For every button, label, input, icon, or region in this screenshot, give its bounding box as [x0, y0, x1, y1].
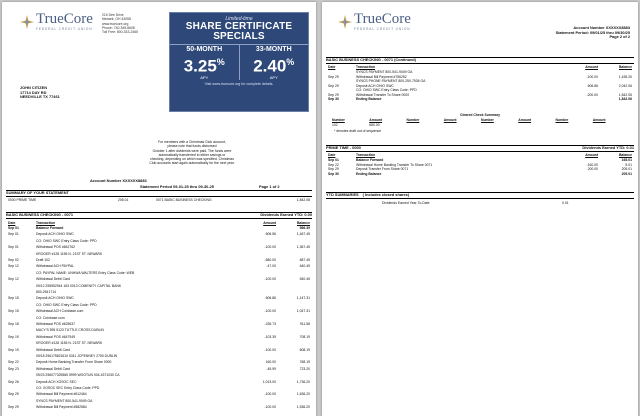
cell-date: Sep 29 — [8, 392, 19, 397]
table-row — [8, 277, 310, 281]
table-row — [8, 258, 310, 262]
cell-desc: Withdrawal POS #647949 — [36, 334, 76, 339]
transaction-table-header: Date Transaction Amount Balance — [328, 65, 632, 69]
cell-amount: -100.00 — [264, 347, 276, 352]
cell-desc: CO: OHIO SWC Entry Class Code: PPD — [356, 88, 417, 92]
cell-desc: CO: XOSOC SEC Entry Class Code: PPD — [36, 386, 100, 390]
table-row — [8, 380, 310, 384]
cell-desc: Ending Balance — [356, 171, 382, 176]
cell-amount: 1,013.00 — [262, 379, 276, 384]
cleared-cell-empty — [593, 123, 630, 127]
table-row — [8, 386, 310, 390]
cell-desc: 09/12 255552944 163 0013 COMENITY CAPITAL BANK — [36, 283, 122, 288]
prime-table — [328, 158, 632, 178]
summary-row: 0000 PRIME TIME 205.01 0071 BASIC BUSINESS CHECKING 1,842.08 — [8, 198, 310, 202]
cell-desc: CO: OHIO SWC Entry Class Code: PPD — [36, 238, 97, 243]
table-row — [8, 354, 310, 358]
cell-balance: 1,842.06 — [618, 97, 632, 101]
statement-period: Statement Period: 09/01/25 thru 09/30/25 — [555, 29, 630, 35]
cell-date: Sep 29 — [328, 74, 339, 79]
cell-amount — [231, 354, 276, 358]
cell-date: Sep 19 — [8, 334, 19, 339]
cell-amount: 606.56 — [265, 232, 276, 237]
cell-date — [8, 373, 28, 377]
cleared-cell: 102 — [332, 123, 338, 127]
cell-balance: 1,736.20 — [296, 379, 310, 384]
cell-balance: 1,467.45 — [296, 232, 310, 237]
table-row — [8, 360, 310, 364]
cell-desc: 09/18 256175821610 5311 JCPENNEY 2750 DUBLIN — [36, 354, 118, 358]
cleared-cell-empty — [444, 123, 481, 127]
cell-amount: -100.00 — [264, 277, 276, 282]
page-number: Page 2 of 2 — [609, 34, 630, 40]
cell-balance: 1,147.31 — [296, 296, 310, 301]
cell-desc: Deposit Transfer From Share 0071 — [356, 167, 409, 172]
cell-amount — [231, 341, 276, 345]
ytd-dividends-label: Dividends Earned Year-To-Date — [382, 201, 430, 205]
cell-balance: 1,047.31 — [296, 309, 310, 314]
cell-amount: -160.00 — [586, 162, 598, 167]
cell-balance: 608.19 — [299, 347, 310, 352]
promo-heading-2: SPECIALS — [213, 31, 265, 42]
cell-balance — [276, 252, 310, 256]
cleared-header-cell: Amount — [443, 118, 457, 122]
ytd-summary-header: YTD SUMMARIES ( Includes closed shares) — [326, 192, 634, 199]
cell-date: Sep 29 — [328, 92, 339, 97]
cell-date: Sep 22 — [328, 162, 339, 167]
cell-balance: 566.39 — [299, 226, 310, 230]
cell-date: Sep 01 — [8, 226, 19, 230]
cell-date: Sep 12 — [8, 264, 19, 269]
cleared-check-title: Cleared Check Summary — [460, 113, 500, 117]
cell-balance — [276, 271, 310, 275]
member-name: JOHN CITIZEN — [20, 85, 48, 90]
checking-continued-header: BASIC BUSINESS CHECKING - 0071 (Continued) — [326, 57, 634, 64]
cell-desc: SYNCS PAYMENT 800-541-9049 GA — [36, 398, 93, 403]
cell-amount: 606.86 — [587, 83, 598, 88]
brand-logo — [20, 12, 93, 31]
cell-balance — [276, 239, 310, 243]
cell-desc: Deposit Home Banking Transfer From Share 0000 — [36, 360, 112, 365]
cell-date: Sep 29 — [328, 167, 339, 172]
cleared-check-row — [332, 123, 630, 127]
cell-date: Sep 29 — [8, 405, 19, 410]
cleared-cell-empty — [407, 123, 444, 127]
cell-desc: Withdrawal POS #625637 — [36, 322, 76, 326]
cell-amount — [553, 97, 598, 101]
cell-date — [8, 386, 28, 390]
cleared-header-cell: Amount — [592, 118, 606, 122]
cell-amount: -100.00 — [586, 74, 598, 79]
cell-date: Sep 12 — [8, 277, 19, 282]
table-row — [8, 309, 310, 313]
table-row — [8, 290, 310, 294]
transaction-table-header: Date Transaction Amount Balance — [8, 221, 310, 225]
cell-date: Sep 15 — [8, 309, 19, 314]
promo-right-offer: 33-MONTH 2.40% APY — [239, 45, 309, 80]
member-address — [20, 86, 60, 100]
cell-balance: 687.45 — [299, 258, 310, 262]
cell-desc: KROGER #128 1155 N. 21ST ST. NEWARK — [36, 251, 103, 256]
table-row — [8, 245, 310, 249]
cell-desc: Withdrawal Bill Payment #756252 — [356, 74, 407, 79]
cell-date: Sep 29 — [328, 83, 339, 88]
brand-name: TrueCore — [36, 11, 93, 27]
cell-date: Sep 23 — [8, 366, 19, 371]
cell-amount: -235.73 — [264, 322, 276, 326]
table-row — [8, 252, 310, 256]
cell-balance — [276, 341, 310, 345]
cell-desc: 09/23 256077325565 5999 WOOTUN 004-4371030 CA — [36, 373, 120, 378]
cell-date: Sep 02 — [8, 258, 19, 262]
page2-header-info — [556, 26, 630, 40]
cleared-cell-empty — [481, 123, 518, 127]
cell-date: Sep 30 — [328, 97, 339, 101]
cell-balance: 2,042.06 — [618, 83, 632, 88]
cell-amount — [231, 386, 276, 390]
cell-desc: Balance Forward — [356, 158, 384, 162]
cell-desc: KROGER #128 1155 N. 21ST ST. NEWARK — [36, 341, 103, 346]
cell-amount — [231, 284, 276, 288]
cell-amount — [231, 399, 276, 403]
ytd-dividends-value: 0.01 — [562, 201, 569, 205]
cell-amount: 160.00 — [265, 360, 276, 365]
transaction-table — [328, 70, 632, 102]
compass-star-icon — [20, 15, 34, 29]
table-row — [8, 373, 310, 377]
cleared-header-cell: Number — [481, 118, 494, 122]
cell-balance: 5.01 — [625, 162, 632, 167]
cell-date: Sep 01 — [328, 158, 339, 162]
cleared-header-cell: Number — [406, 118, 420, 122]
cell-date — [8, 316, 28, 320]
cell-date — [8, 354, 28, 358]
cell-desc: Withdrawal Debit Card — [36, 347, 70, 352]
cell-desc: MACY'S 595 5123 TUTTLE CROSS DUBLIN — [36, 328, 104, 333]
cell-desc: Withdrawal ACH Coinbase.com — [36, 309, 84, 314]
cell-balance: 205.01 — [621, 171, 632, 176]
cell-desc: Withdrawal ACH PAYPAL — [36, 264, 75, 269]
share-certificate-promo — [169, 12, 309, 112]
brand-logo — [338, 12, 411, 31]
statement-page-1 — [2, 2, 316, 416]
cell-amount — [231, 316, 276, 320]
cell-desc: CO: OHIO SWC Entry Class Code: PPD — [36, 302, 97, 307]
summary-section-header: SUMMARY OF YOUR STATEMENT — [6, 190, 312, 197]
table-row — [328, 172, 632, 176]
cell-desc: Deposit ACH XOSOC SEC — [36, 379, 77, 384]
cell-desc: Deposit ACH OHIO SWC — [36, 296, 74, 301]
cell-amount — [231, 328, 276, 332]
transaction-table — [8, 226, 310, 416]
cell-amount: 606.86 — [265, 296, 276, 301]
cell-date: Sep 26 — [8, 379, 19, 384]
cell-amount: -680.00 — [264, 258, 276, 262]
cell-date: Sep 30 — [328, 171, 339, 176]
table-row — [8, 348, 310, 352]
promo-heading-1: SHARE CERTIFICATE — [185, 21, 293, 32]
table-row — [8, 328, 310, 332]
cell-desc: Deposit ACH OHIO SWC — [356, 83, 394, 88]
cell-balance — [276, 290, 310, 294]
table-row — [8, 341, 310, 345]
cell-date: Sep 19 — [8, 347, 19, 352]
cell-balance — [276, 354, 310, 358]
cell-balance: 1,435.20 — [618, 74, 632, 79]
cell-balance: 1,842.06 — [618, 92, 632, 97]
account-number: Account Number XXXXXX8883 — [90, 178, 147, 183]
promo-limited: Limited-time — [225, 16, 253, 22]
cell-amount: -100.00 — [264, 405, 276, 410]
member-street: 17714 DAY RD — [20, 89, 47, 95]
address-phone: Phone: 740-345-6608 — [102, 25, 135, 30]
cell-desc: Withdrawal Home Banking Transfer To Share 0071 — [356, 162, 433, 167]
cell-date: Sep 15 — [8, 296, 19, 301]
cell-amount — [231, 303, 276, 307]
account-number: Account Number XXXXXX8883 — [573, 25, 630, 30]
cleared-check-header — [332, 118, 630, 122]
cell-desc: Ending Balance — [356, 97, 382, 101]
cell-date: Sep 01 — [8, 245, 19, 250]
cell-amount — [553, 172, 598, 176]
table-row — [8, 296, 310, 300]
cleared-header-cell: Number — [332, 118, 345, 122]
table-row — [8, 303, 310, 307]
cell-balance: 768.19 — [299, 360, 310, 365]
cell-balance: 708.19 — [299, 334, 310, 339]
cell-amount — [231, 239, 276, 243]
cell-desc: Balance Forward — [36, 226, 64, 230]
table-row — [8, 232, 310, 236]
cell-desc: Deposit ACH OHIO SWC — [36, 232, 74, 237]
cell-balance: 911.58 — [299, 322, 310, 326]
cell-balance: 1,536.20 — [296, 405, 310, 410]
checking-section-header: BASIC BUSINESS CHECKING - 0071 Dividends Earned YTD: 0.00 — [6, 212, 312, 217]
cell-balance — [276, 284, 310, 288]
cell-amount — [231, 290, 276, 294]
brand-subtitle: FEDERAL CREDIT UNION — [36, 27, 93, 31]
cell-balance: 723.20 — [299, 366, 310, 371]
cell-amount: -47.00 — [266, 264, 276, 269]
cell-desc: Withdrawal Transfer To Share 0000 — [356, 92, 410, 97]
address-street: 215 Dee Drive — [102, 13, 124, 17]
table-row — [8, 392, 310, 396]
cleared-note: * denotes draft out of sequence — [334, 129, 382, 133]
cell-desc: Draft 102 — [36, 258, 50, 262]
table-row — [8, 367, 310, 371]
cell-amount: -100.00 — [264, 392, 276, 397]
cell-date: Sep 01 — [8, 232, 19, 237]
address-tollfree: Toll Free: 800-333-2465 — [102, 30, 138, 35]
cell-date: Sep 18 — [8, 322, 19, 326]
cleared-header-cell: Amount — [518, 118, 532, 122]
address-city: Newark, OH 43058 — [102, 17, 131, 22]
table-row — [8, 405, 310, 409]
cell-desc: CO: Coinbase.com — [36, 315, 65, 320]
cell-date — [8, 284, 28, 288]
cell-balance: 1,367.45 — [296, 245, 310, 250]
cell-amount — [231, 271, 276, 275]
table-row — [8, 271, 310, 275]
cell-desc: CO: PAYPAL NAME: UNHWA WALTERS Entry Class Code: WEB — [36, 270, 135, 275]
cell-amount: -103.39 — [264, 334, 276, 339]
credit-union-address — [102, 13, 138, 34]
statement-page-2 — [322, 2, 638, 416]
cell-date — [8, 341, 28, 345]
cleared-header-cell: Amount — [369, 118, 383, 122]
table-row — [328, 97, 632, 101]
cell-amount: -100.00 — [264, 309, 276, 314]
cell-balance — [276, 328, 310, 332]
cell-desc: SYNCS PHONE PAYMENT 800-250-7536 GA — [356, 79, 426, 83]
cell-date: Sep 22 — [8, 360, 19, 365]
christmas-club-notice: For members with a Christmas Club account, please note that funds disbursed October 1 after dividends were paid. The funds were automatically transferred to either savings or checking, depending on which was specified. Christmas Club accounts start again automatically for the next year. — [149, 140, 235, 166]
cell-balance — [276, 399, 310, 403]
cell-date — [8, 328, 28, 332]
cell-balance: 165.01 — [621, 158, 632, 162]
cell-date — [8, 399, 28, 403]
cleared-cell-empty — [518, 123, 555, 127]
cell-desc: Withdrawal Bill Payment #582584 — [36, 405, 87, 410]
cell-desc: Withdrawal Debit Card — [36, 277, 70, 282]
cell-desc: 800-2541714 — [36, 290, 56, 294]
cell-balance: 540.45 — [299, 277, 310, 282]
cell-amount — [231, 252, 276, 256]
cell-balance: 205.01 — [621, 167, 632, 172]
cleared-header-cell: Number — [555, 118, 569, 122]
cell-desc: Withdrawal Bill Payment #612464 — [36, 392, 87, 397]
cell-balance: 1,636.20 — [296, 392, 310, 397]
table-row — [8, 264, 310, 268]
cell-amount: -200.00 — [586, 92, 598, 97]
cell-date — [8, 271, 28, 275]
cell-balance — [276, 316, 310, 320]
table-row — [8, 284, 310, 288]
promo-footer: Visit www.truecore.org for complete details. — [204, 81, 274, 86]
table-row — [8, 316, 310, 320]
table-row — [8, 399, 310, 403]
page-number: Page 1 of 2 — [259, 184, 280, 189]
cell-balance: 640.45 — [299, 264, 310, 269]
cell-desc: SYNCS PAYMENT 800-541-9049 GA — [356, 70, 413, 74]
cell-amount: -100.00 — [264, 245, 276, 250]
cell-amount — [231, 226, 276, 230]
statement-period: Statement Period 09-01-25 thru 09-30-25 — [140, 184, 214, 189]
prime-table-header: Date Transaction Amount Balance — [328, 153, 632, 157]
table-row — [8, 239, 310, 243]
cell-amount: -45.99 — [266, 366, 276, 371]
cell-amount — [231, 373, 276, 377]
table-row — [8, 226, 310, 230]
prime-time-header: PRIME TIME - 0000 Dividends Earned YTD: 0.01 — [326, 145, 634, 150]
cell-desc: Withdrawal POS #842762 — [36, 245, 76, 250]
cell-balance — [276, 303, 310, 307]
table-row — [8, 322, 310, 326]
cell-date — [8, 303, 28, 307]
cell-balance — [276, 373, 310, 377]
cell-date — [8, 252, 28, 256]
cell-amount: 200.00 — [587, 167, 598, 172]
cell-balance — [276, 386, 310, 390]
address-web: www.truecore.org — [102, 21, 129, 26]
cell-date — [8, 290, 28, 294]
promo-left-offer: 50-MONTH 3.25% APY — [183, 46, 225, 80]
member-city: NEEDVILLE TX 77461 — [20, 94, 60, 100]
table-row — [8, 335, 310, 339]
cell-desc: Withdrawal Debit Card — [36, 366, 70, 371]
brand-name: TrueCore — [354, 11, 411, 27]
cell-date — [8, 239, 28, 243]
cleared-cell-empty — [556, 123, 593, 127]
compass-star-icon — [338, 15, 352, 29]
brand-subtitle: FEDERAL CREDIT UNION — [354, 27, 411, 31]
cleared-cell: 680.00 — [369, 123, 380, 127]
